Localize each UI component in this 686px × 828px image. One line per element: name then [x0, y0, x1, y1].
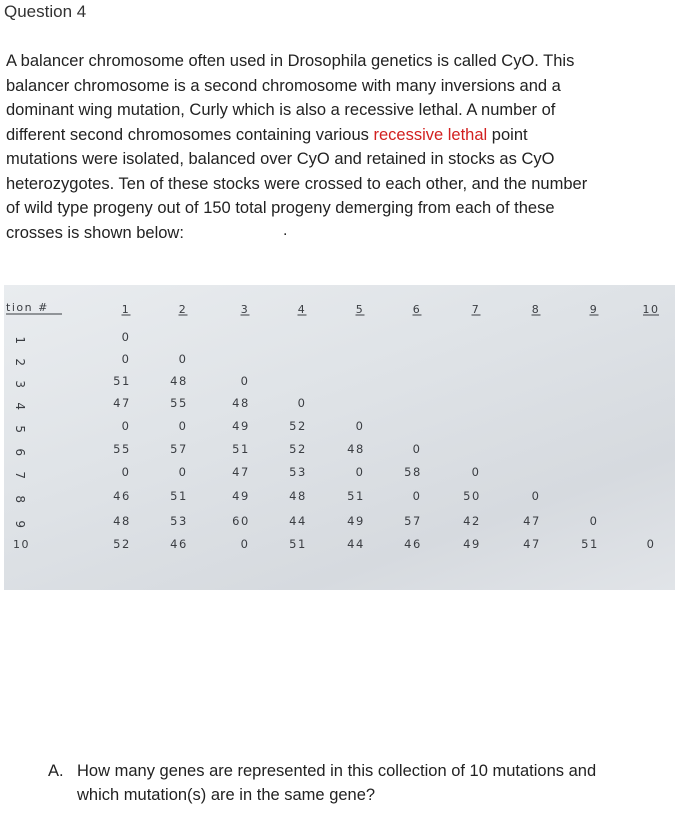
- table-cell: 60: [232, 514, 250, 528]
- table-cell: 47: [523, 514, 541, 528]
- table-cell: 49: [347, 514, 365, 528]
- highlighted-term: recessive lethal: [373, 125, 488, 144]
- intro-text-segment: different second chromosomes containing various: [6, 125, 374, 144]
- table-cell: 0: [471, 465, 481, 479]
- intro-line: mutations were isolated, balanced over CyO and retained in stocks as CyO: [6, 150, 555, 168]
- table-cell: 0: [355, 419, 365, 433]
- table-cell: 47: [113, 396, 131, 410]
- table-cell: 51: [170, 489, 188, 503]
- table-cell: 48: [170, 374, 188, 388]
- row-label: 7: [13, 471, 27, 481]
- row-label: 8: [13, 495, 27, 505]
- table-cell: 49: [463, 537, 481, 551]
- row-label: 6: [13, 448, 27, 458]
- table-cell: 0: [178, 352, 188, 366]
- table-cell: 0: [178, 419, 188, 433]
- table-cell: 57: [404, 514, 422, 528]
- row-label: 1: [13, 336, 27, 346]
- question-title: Question 4: [4, 2, 87, 21]
- question-a-letter: A.: [48, 762, 64, 780]
- intro-line: dominant wing mutation, Curly which is also a recessive lethal. A number of: [6, 101, 556, 119]
- table-cell: 46: [404, 537, 422, 551]
- trailing-dot: .: [283, 222, 288, 239]
- intro-line: crosses is shown below:: [6, 223, 184, 242]
- row-label: 9: [13, 520, 27, 530]
- table-cell: 44: [289, 514, 307, 528]
- complementation-table: [4, 285, 675, 590]
- intro-line: of wild type progeny out of 150 total progeny demerging from each of these: [6, 199, 555, 217]
- table-cell: 0: [412, 442, 422, 456]
- table-cell: 58: [404, 465, 422, 479]
- row-label: 4: [13, 402, 27, 412]
- row-label: 10: [13, 538, 30, 551]
- table-cell: 0: [531, 489, 541, 503]
- table-cell: 0: [412, 489, 422, 503]
- table-cell: 0: [589, 514, 599, 528]
- table-cell: 0: [121, 330, 131, 344]
- intro-line: heterozygotes. Ten of these stocks were crossed to each other, and the number: [6, 174, 588, 193]
- table-cell: 51: [113, 374, 131, 388]
- table-cell: 57: [170, 442, 188, 456]
- table-cell: 50: [463, 489, 481, 503]
- table-cell: 52: [289, 419, 307, 433]
- column-header: 1: [121, 303, 131, 316]
- intro-paragraph: [6, 49, 678, 245]
- table-cell: 48: [289, 489, 307, 503]
- column-header: 3: [240, 303, 250, 316]
- table-cell: 47: [232, 465, 250, 479]
- table-cell: 49: [232, 419, 250, 433]
- table-cell: 44: [347, 537, 365, 551]
- table-cell: 42: [463, 514, 481, 528]
- table-cell: 51: [581, 537, 599, 551]
- table-cell: 51: [232, 442, 250, 456]
- table-cell: 51: [347, 489, 365, 503]
- table-cell: 46: [170, 537, 188, 551]
- table-cell: 0: [297, 396, 307, 410]
- table-cell: 0: [178, 465, 188, 479]
- table-cell: 52: [289, 442, 307, 456]
- table-cell: 0: [121, 419, 131, 433]
- table-cell: 0: [121, 465, 131, 479]
- table-cell: 55: [113, 442, 131, 456]
- row-label: 5: [13, 425, 27, 435]
- table-cell: 55: [170, 396, 188, 410]
- table-cell: 0: [240, 374, 250, 388]
- table-photo: [4, 285, 675, 590]
- column-header: 7: [471, 303, 481, 316]
- table-cell: 49: [232, 489, 250, 503]
- row-label: 3: [13, 380, 27, 390]
- table-header-label: tion #: [6, 301, 49, 314]
- column-header: 8: [531, 303, 541, 316]
- column-header: 5: [355, 303, 365, 316]
- table-cell: 53: [289, 465, 307, 479]
- table-cell: 48: [232, 396, 250, 410]
- column-header: 2: [178, 303, 188, 316]
- question-a-line: which mutation(s) are in the same gene?: [77, 786, 376, 804]
- table-cell: 47: [523, 537, 541, 551]
- intro-line: [6, 123, 678, 148]
- column-header: 4: [297, 303, 307, 316]
- table-cell: 46: [113, 489, 131, 503]
- table-cell: 53: [170, 514, 188, 528]
- table-cell: 0: [121, 352, 131, 366]
- column-header: 6: [412, 303, 422, 316]
- column-header: 10: [642, 303, 660, 316]
- question-a-text: [77, 759, 677, 807]
- table-cell: 0: [355, 465, 365, 479]
- table-cell: 48: [113, 514, 131, 528]
- table-cell: 52: [113, 537, 131, 551]
- table-cell: 48: [347, 442, 365, 456]
- column-header: 9: [589, 303, 599, 316]
- table-cell: 51: [289, 537, 307, 551]
- intro-line: A balancer chromosome often used in Drosophila genetics is called CyO. This: [6, 52, 575, 70]
- question-a-line: How many genes are represented in this collection of 10 mutations and: [77, 762, 597, 780]
- row-label: 2: [13, 358, 27, 368]
- intro-line: balancer chromosome is a second chromosome with many inversions and a: [6, 76, 561, 95]
- table-cell: 0: [240, 537, 250, 551]
- intro-text-segment: point: [487, 125, 528, 144]
- table-cell: 0: [646, 537, 656, 551]
